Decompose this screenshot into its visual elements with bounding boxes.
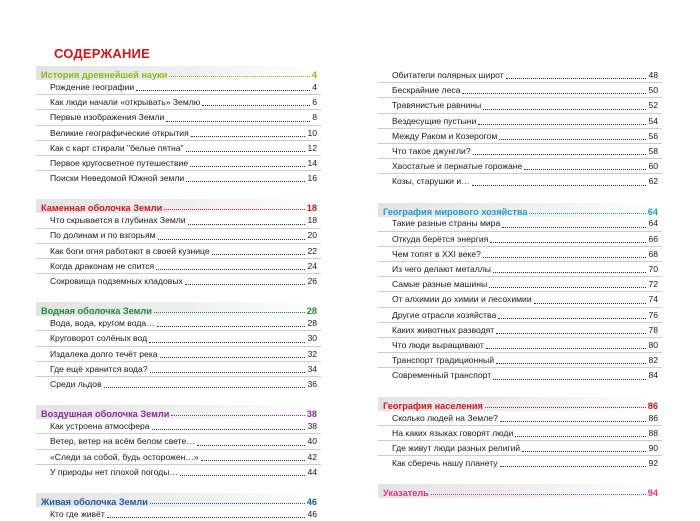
entry-page-number: 88 — [648, 427, 658, 438]
dot-leader — [493, 379, 646, 380]
toc-entry[interactable] — [378, 68, 662, 83]
toc-entry[interactable] — [36, 465, 321, 479]
entry-title: Современный транспорт — [392, 370, 492, 381]
dot-leader — [104, 387, 306, 388]
toc-section — [378, 484, 662, 498]
entry-title: Каких животных разводят — [392, 324, 495, 335]
entry-page-number: 12 — [307, 142, 317, 153]
dot-leader — [180, 475, 305, 476]
toc-section — [36, 66, 321, 185]
dot-leader — [202, 105, 310, 106]
dot-leader — [186, 151, 306, 152]
dot-leader — [185, 284, 306, 285]
toc-entry[interactable] — [378, 114, 662, 129]
dot-leader — [472, 185, 647, 186]
entry-title: Транспорт традиционный — [392, 355, 494, 366]
dot-leader — [188, 224, 306, 225]
entry-title: Рождение географии — [50, 81, 135, 92]
dot-leader — [186, 181, 305, 182]
dot-leader — [150, 372, 306, 373]
dot-leader — [160, 357, 306, 358]
section-page-number: 28 — [306, 306, 317, 317]
entry-title: Что скрывается в глубинах Земли — [50, 215, 186, 226]
entry-page-number: 82 — [648, 355, 658, 366]
toc-section — [378, 68, 662, 189]
entry-page-number: 72 — [648, 279, 658, 290]
entry-page-number: 14 — [307, 157, 317, 168]
entry-title: Такие разные страны мира — [392, 218, 501, 229]
entry-page-number: 58 — [648, 145, 658, 156]
dot-leader — [498, 318, 646, 319]
section-heading[interactable] — [36, 493, 321, 507]
toc-entry[interactable] — [378, 323, 662, 338]
toc-entry[interactable] — [378, 368, 662, 382]
dot-leader — [502, 227, 646, 228]
entry-title: Великие географические открытия — [50, 127, 189, 138]
section-title: История древнейшей науки — [41, 70, 168, 80]
entry-title: Сокровища подземных кладовых — [50, 276, 183, 287]
entry-title: Другие отрасли хозяйства — [392, 309, 497, 320]
dot-leader — [171, 415, 304, 416]
entry-page-number: 50 — [648, 85, 658, 96]
section-page-number: 18 — [306, 203, 317, 214]
toc-entry[interactable] — [378, 353, 662, 368]
entry-title: От алхимии до химии и лесохимии — [392, 294, 532, 305]
entry-page-number: 60 — [648, 161, 658, 172]
entry-title: Что такое джунгли? — [392, 145, 471, 156]
dot-leader — [212, 254, 306, 255]
entry-page-number: 26 — [307, 276, 317, 287]
section-title: География мирового хозяйства — [383, 206, 528, 217]
toc-entry[interactable] — [378, 159, 662, 174]
toc-entry[interactable] — [378, 247, 662, 262]
section-heading[interactable] — [36, 199, 321, 213]
entry-page-number: 28 — [307, 318, 317, 329]
section-page-number: 38 — [306, 409, 317, 420]
entry-title: Где ещё хранится вода? — [50, 363, 148, 374]
entry-page-number: 32 — [307, 348, 317, 359]
dot-leader — [431, 494, 646, 495]
dot-leader — [524, 169, 646, 170]
entry-title: Сколько людей на Земле? — [392, 412, 498, 423]
dot-leader — [506, 78, 647, 79]
dot-leader — [522, 451, 646, 452]
toc-entry[interactable] — [378, 426, 662, 441]
toc-entry[interactable] — [378, 441, 662, 456]
toc-entry[interactable] — [36, 110, 321, 125]
toc-entry[interactable] — [36, 507, 321, 521]
dot-leader — [156, 269, 305, 270]
section-title: Каменная оболочка Земли — [41, 203, 163, 214]
dot-leader — [515, 436, 646, 437]
toc-entry[interactable] — [36, 274, 321, 288]
dot-leader — [473, 154, 647, 155]
toc-entry[interactable] — [36, 141, 321, 156]
entry-title: Как с карт стирали "белые пятна" — [50, 142, 184, 153]
entry-title: Как сберечь нашу планету — [392, 458, 498, 469]
dot-leader — [107, 517, 306, 518]
dot-leader — [478, 124, 646, 125]
toc-left-column — [36, 66, 321, 521]
section-title: Указатель — [383, 488, 429, 499]
section-heading[interactable] — [378, 484, 662, 498]
toc-entry[interactable] — [36, 434, 321, 449]
dot-leader — [483, 257, 647, 258]
toc-entry[interactable] — [36, 316, 321, 331]
entry-title: Травянистые равнины — [392, 100, 482, 111]
entry-page-number: 48 — [648, 69, 658, 80]
toc-entry[interactable] — [378, 232, 662, 247]
entry-page-number: 42 — [307, 451, 317, 462]
dot-leader — [149, 342, 305, 343]
toc-entry[interactable] — [378, 277, 662, 292]
toc-entry[interactable] — [36, 126, 321, 141]
entry-page-number: 34 — [307, 363, 317, 374]
entry-page-number: 64 — [648, 218, 658, 229]
section-page-number: 94 — [647, 488, 658, 499]
toc-entry[interactable] — [36, 331, 321, 346]
entry-title: Между Раком и Козерогом — [392, 130, 498, 141]
entry-title: Самые разные машины — [392, 279, 488, 290]
entry-page-number: 18 — [307, 215, 317, 226]
toc-section — [36, 302, 321, 391]
toc-entry[interactable] — [36, 419, 321, 434]
toc-entry[interactable] — [36, 80, 321, 95]
toc-right-column — [378, 68, 662, 498]
dot-leader — [462, 93, 646, 94]
toc-section — [378, 203, 662, 383]
toc-entry[interactable] — [378, 83, 662, 98]
entry-page-number: 78 — [648, 324, 658, 335]
dot-leader — [136, 90, 310, 91]
toc-entry[interactable] — [378, 98, 662, 113]
section-title: Живая оболочка Земли — [41, 496, 148, 507]
entry-title: Чем топят в XXI веке? — [392, 248, 481, 259]
dot-leader — [534, 303, 647, 304]
toc-entry[interactable] — [36, 156, 321, 171]
dot-leader — [190, 166, 305, 167]
entry-page-number: 68 — [648, 248, 658, 259]
section-heading[interactable] — [36, 302, 321, 316]
entry-title: Поиски Неведомой Южной земли — [50, 173, 185, 184]
section-page-number: 64 — [647, 206, 658, 217]
entry-page-number: 54 — [648, 115, 658, 126]
toc-entry[interactable] — [378, 411, 662, 426]
entry-title: Среди льдов — [50, 378, 102, 389]
dot-leader — [500, 466, 647, 467]
entry-title: Обитатели полярных широт — [392, 69, 504, 80]
entry-title: Вездесущие пустыни — [392, 115, 477, 126]
dot-leader — [157, 326, 306, 327]
dot-leader — [152, 429, 306, 430]
entry-title: Хвостатые и пернатые горожане — [392, 161, 523, 172]
toc-entry[interactable] — [378, 262, 662, 277]
toc-entry[interactable] — [36, 244, 321, 259]
entry-title: Когда драконам не спится — [50, 260, 155, 271]
entry-title: Что люди выращивают — [392, 339, 484, 350]
dot-leader — [158, 239, 306, 240]
dot-leader — [483, 109, 646, 110]
dot-leader — [493, 272, 646, 273]
entry-page-number: 20 — [307, 230, 317, 241]
toc-entry[interactable] — [378, 144, 662, 159]
dot-leader — [489, 287, 646, 288]
toc-section — [36, 199, 321, 288]
entry-page-number: 52 — [648, 100, 658, 111]
toc-entry[interactable] — [36, 377, 321, 391]
entry-page-number: 30 — [307, 333, 317, 344]
entry-page-number: 76 — [648, 309, 658, 320]
entry-page-number: 56 — [648, 130, 658, 141]
entry-title: Козы, старушки и… — [392, 176, 470, 187]
entry-page-number: 4 — [312, 81, 317, 92]
entry-page-number: 10 — [307, 127, 317, 138]
entry-page-number: 84 — [648, 370, 658, 381]
section-page-number: 4 — [311, 70, 317, 80]
entry-page-number: 36 — [307, 378, 317, 389]
entry-page-number: 66 — [648, 233, 658, 244]
toc-entry[interactable] — [378, 129, 662, 144]
toc-section — [36, 405, 321, 479]
entry-title: Ветер, ветер на всём белом свете… — [50, 436, 195, 447]
section-page-number: 86 — [647, 400, 658, 411]
toc-entry[interactable] — [36, 95, 321, 110]
entry-title: Вода, вода, кругом вода… — [50, 318, 155, 329]
entry-title: Откуда берётся энергия — [392, 233, 489, 244]
toc-entry[interactable] — [36, 450, 321, 465]
dot-leader — [150, 503, 305, 504]
entry-page-number: 6 — [312, 97, 317, 108]
dot-leader — [166, 121, 310, 122]
entry-title: Где живут люди разных религий — [392, 442, 521, 453]
entry-page-number: 38 — [307, 421, 317, 432]
entry-page-number: 74 — [648, 294, 658, 305]
dot-leader — [500, 421, 647, 422]
section-heading[interactable] — [36, 405, 321, 419]
entry-title: Как боги огня работают в своей кузнице — [50, 245, 210, 256]
entry-title: Круговорот солёных вод — [50, 333, 148, 344]
toc-entry[interactable] — [36, 259, 321, 274]
toc-entry[interactable] — [378, 174, 662, 188]
entry-page-number: 62 — [648, 176, 658, 187]
dot-leader — [496, 333, 646, 334]
entry-page-number: 22 — [307, 245, 317, 256]
dot-leader — [154, 312, 305, 313]
section-heading[interactable] — [378, 397, 662, 411]
entry-title: Первые изображения Земли — [50, 112, 165, 123]
section-page-number: 46 — [306, 496, 317, 507]
toc-entry[interactable] — [378, 217, 662, 232]
entry-title: Как люди начали «открывать» Землю — [50, 97, 201, 108]
dot-leader — [197, 445, 306, 446]
dot-leader — [490, 242, 646, 243]
section-title: Воздушная оболочка Земли — [41, 409, 170, 420]
entry-page-number: 46 — [307, 508, 317, 519]
entry-page-number: 24 — [307, 260, 317, 271]
toc-entry[interactable] — [378, 292, 662, 307]
entry-title: По долинам и по взгорьям — [50, 230, 156, 241]
toc-entry[interactable] — [36, 362, 321, 377]
entry-title: Из чего делают металлы — [392, 264, 491, 275]
entry-page-number: 92 — [648, 458, 658, 469]
entry-page-number: 90 — [648, 442, 658, 453]
dot-leader — [486, 348, 647, 349]
entry-title: На каких языках говорят люди — [392, 427, 514, 438]
dot-leader — [496, 363, 646, 364]
entry-title: Первое кругосветное путешествие — [50, 157, 189, 168]
section-heading[interactable] — [378, 203, 662, 217]
entry-title: Издалека долго течёт река — [50, 348, 158, 359]
section-heading[interactable] — [36, 66, 321, 80]
entry-title: «Следи за собой, будь осторожен…» — [50, 451, 199, 462]
dot-leader — [191, 136, 306, 137]
entry-page-number: 8 — [312, 112, 317, 123]
entry-page-number: 16 — [307, 173, 317, 184]
entry-title: Бескрайние леса — [392, 85, 461, 96]
entry-page-number: 86 — [648, 412, 658, 423]
entry-title: Как устроена атмосфера — [50, 421, 150, 432]
dot-leader — [499, 139, 646, 140]
toc-section — [36, 493, 321, 521]
toc-entry[interactable] — [378, 338, 662, 353]
entry-page-number: 40 — [307, 436, 317, 447]
entry-page-number: 44 — [307, 466, 317, 477]
toc-entry[interactable] — [378, 308, 662, 323]
section-title: Водная оболочка Земли — [41, 306, 152, 317]
dot-leader — [485, 407, 646, 408]
toc-entry[interactable] — [378, 456, 662, 470]
entry-page-number: 70 — [648, 264, 658, 275]
dot-leader — [169, 76, 310, 77]
dot-leader — [529, 213, 645, 214]
toc-entry[interactable] — [36, 347, 321, 362]
dot-leader — [201, 460, 306, 461]
entry-page-number: 80 — [648, 339, 658, 350]
toc-entry[interactable] — [36, 171, 321, 185]
entry-title: У природы нет плохой погоды… — [50, 466, 178, 477]
dot-leader — [164, 209, 305, 210]
toc-entry[interactable] — [36, 229, 321, 244]
toc-section — [378, 397, 662, 471]
entry-title: Кто где живёт — [50, 508, 105, 519]
toc-entry[interactable] — [36, 213, 321, 228]
section-title: География населения — [383, 400, 483, 411]
page-title: СОДЕРЖАНИЕ — [54, 46, 150, 61]
